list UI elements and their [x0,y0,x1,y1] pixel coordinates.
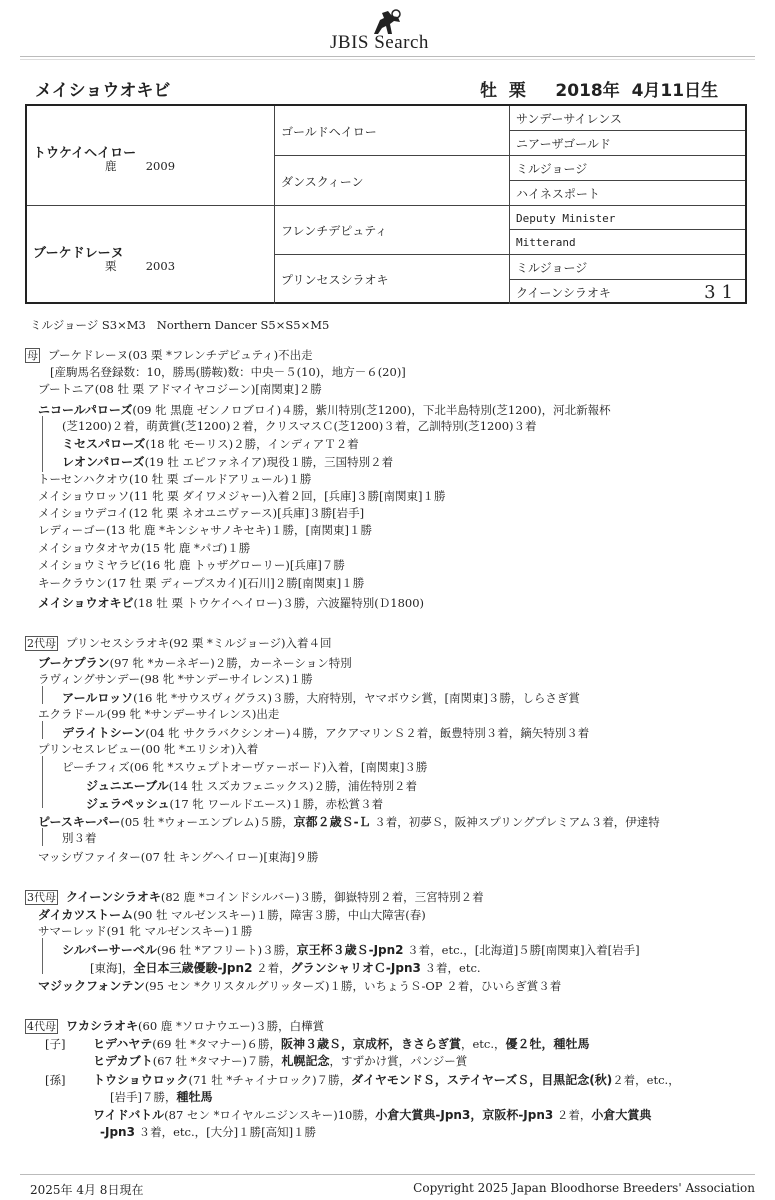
horse-sex-color-birth: 牡 栗 2018年 4月11日生 [480,81,719,101]
family-number: 31 [704,281,739,303]
horse-name: メイショウオキビ [35,81,171,101]
pedigree-g3-3[interactable]: ミルジョージ [509,155,745,181]
pedigree-g3-4[interactable]: ハイネスポート [509,180,745,206]
line-27: マッシヴファイター(07 牡 キングヘイロー)[東海]９勝 [38,850,319,864]
pedigree-g3-5[interactable]: Deputy Minister [509,205,745,230]
section-tag-dam: 母 [27,349,38,362]
line-1: [産駒馬名登録数：10，勝馬(勝鞍)数：中央－５(10)，地方－６(20)] [50,365,406,379]
sire-name[interactable]: トウケイヘイロー [33,146,137,161]
footer-copyright: Copyright 2025 Japan Bloodhorse Breeders' Association [413,1181,755,1195]
line-10: レディーゴー(13 牝 鹿 *キンシャサノキセキ)１勝，[南関東]１勝 [38,523,372,537]
pedigree-g3-2[interactable]: ニアーザゴールド [509,130,745,156]
pedigree-g3-6[interactable]: Mitterand [509,229,745,255]
line-19: エクラドール(99 牝 *サンデーサイレンス)出走 [38,707,280,721]
pedigree-g3-7[interactable]: ミルジョージ [509,254,745,280]
section-tag-great-granddam: 3代母 [27,891,56,904]
tree-bar [42,686,43,704]
line-26: 別３着 [62,831,97,845]
line-6: レオンパローズ(19 牡 エピファネイア)現役１勝，三国特別２着 [62,455,394,469]
pedigree-g2-4[interactable]: プリンセスシラオキ [274,254,510,304]
line-16: ブーケプラン(97 牝 *カーネギー)２勝，カーネーション特別 [38,656,352,670]
line-25: ピースキーパー(05 牡 *ウォーエンブレム)５勝，京都２歳Ｓ-Ｌ ３着，初夢Ｓ，阪神スプリングプレミアム３着，伊達特 [38,815,660,829]
pedigree-g2-2[interactable]: ダンスクィーン [274,155,510,206]
line-20: デライトシーン(04 牝 サクラバクシンオー)４勝，アクアマリンＳ２着，飯豊特別３着，鏑矢特別３着 [62,726,590,740]
dam-cell [27,205,274,304]
line-32: [東海]，全日本三歳優駿-Jpn2 ２着，グランシャリオＣ-Jpn3 ３着，etc. [90,961,481,975]
pedigree-g3-8-name[interactable]: クイーンシラオキ [516,285,611,300]
line-29: ダイカツストーム(90 牡 マルゼンスキー)１勝，障害３勝，中山大障害(春) [38,908,426,922]
line-35: [子] ヒデハヤテ(69 牡 *タマナー)６勝，阪神３歳Ｓ，京成杯，きさらぎ賞，etc.，優２牡，種牡馬 [45,1037,590,1051]
line-37: [孫] トウショウロック(71 牡 *チャイナロック)７勝，ダイヤモンドＳ，ステイヤーズＳ，目黒記念(秋)２着，etc.， [45,1073,680,1087]
line-3: ニコールパローズ(09 牝 黒鹿 ゼンノロブロイ)４勝，紫川特別(芝1200)，下北半島特別(芝1200)，河北新報杯 [38,403,611,417]
line-23: ジュニエーブル(14 牡 スズカフェニックス)２勝，浦佐特別２着 [86,779,417,793]
section-tag-4th-dam: 4代母 [27,1020,56,1033]
pedigree-g2-1[interactable]: ゴールドヘイロー [274,106,510,156]
sire-cell [27,106,274,206]
line-18: アールロッソ(16 牝 *サウスヴィグラス)３勝，大府特別，ヤマボウシ賞，[南関東]３勝，しらさぎ賞 [62,691,580,705]
line-15: 2代母 プリンセスシラオキ(92 栗 *ミルジョージ)入着４回 [27,636,332,650]
line-40: -Jpn3 ３着，etc.，[大分]１勝[高知]１勝 [100,1125,317,1139]
line-22: ピーチフィズ(06 牝 *スウェプトオーヴァーボード)入着，[南関東]３勝 [62,760,428,774]
line-36: ヒデカブト(67 牡 *タマナー)７勝，札幌記念，すずかけ賞，パンジー賞 [93,1054,468,1068]
tree-bar [42,721,43,739]
footer-divider [20,1174,755,1175]
tree-bar [42,938,43,974]
line-31: シルバーサーベル(96 牡 *アフリート)３勝，京王杯３歳Ｓ-Jpn2 ３着，etc.，[北海道]５勝[南関東]入着[岩手] [62,943,640,957]
header-divider-2 [20,59,755,60]
line-38: [岩手]７勝，種牡馬 [110,1090,213,1104]
inbreeding-note: ミルジョージ S3×M3 Northern Dancer S5×S5×M5 [30,318,330,332]
line-12: メイショウミヤラビ(16 牝 鹿 トゥザグローリー)[兵庫]７勝 [38,558,345,572]
line-7: トーセンハクオウ(10 牡 栗 ゴールドアリュール)１勝 [38,472,312,486]
tree-bar [42,416,43,472]
line-33: マジックフォンテン(95 セン *クリスタルグリッターズ)１勝，いちょうＳ-OP ２着，ひいらぎ賞３着 [38,979,562,993]
line-8: メイショウロッソ(11 牝 栗 ダイワメジャー)入着２回，[兵庫]３勝[南関東]１勝 [38,489,446,503]
line-0: 母 ブーケドレーヌ(03 栗 *フレンチデピュティ)不出走 [27,348,313,362]
line-39: ワイドバトル(87 セン *ロイヤルニジンスキー)10勝，小倉大賞典-Jpn3，京阪杯-Jpn3 ２着，小倉大賞典 [93,1108,652,1122]
line-4: (芝1200)２着，萌黄賞(芝1200)２着，クリスマスＣ(芝1200)３着，乙訓特別(芝1200)３着 [62,419,537,433]
tree-bar [42,756,43,808]
pedigree-g2-3[interactable]: フレンチデピュティ [274,205,510,255]
line-24: ジェラペッシュ(17 牝 ワールドエース)１勝，赤松賞３着 [86,797,384,811]
line-28: 3代母 クイーンシラオキ(82 鹿 *コインドシルバー)３勝，御嶽特別２着，三宮特別２着 [27,890,484,904]
line-5: ミセスパローズ(18 牝 モーリス)２勝，インディアＴ２着 [62,437,359,451]
line-11: メイショウタオヤカ(15 牝 鹿 *パゴ)１勝 [38,541,251,555]
line-30: サマーレッド(91 牝 マルゼンスキー)１勝 [38,924,253,938]
sire-color-year: 鹿 2009 [105,159,176,173]
line-21: プリンセスレビュー(00 牝 *エリシオ)入着 [38,742,259,756]
line-9: メイショウデコイ(12 牝 栗 ネオユニヴァース)[兵庫]３勝[岩手] [38,506,365,520]
section-tag-granddam: 2代母 [27,637,56,650]
logo-text: JBIS Search [330,32,429,53]
line-17: ラヴィングサンデー(98 牝 *サンデーサイレンス)１勝 [38,672,313,686]
line-14: メイショウオキビ(18 牡 栗 トウケイヘイロー)３勝，六波羅特別(Ｄ1800) [38,596,425,610]
header-divider [20,56,755,57]
jbis-logo[interactable] [300,6,475,54]
line-2: ブートニア(08 牡 栗 アドマイヤコジーン)[南関東]２勝 [38,382,322,396]
line-34: 4代母 ワカシラオキ(60 鹿 *ソロナウエー)３勝，白樺賞 [27,1019,325,1033]
line-13: キークラウン(17 牡 栗 ディープスカイ)[石川]２勝[南関東]１勝 [38,576,365,590]
pedigree-g3-8 [509,279,745,304]
pedigree-table [25,104,747,304]
tree-bar [42,828,43,846]
dam-name[interactable]: ブーケドレーヌ [33,246,124,261]
dam-color-year: 栗 2003 [105,259,176,273]
pedigree-g3-1[interactable]: サンデーサイレンス [509,106,745,131]
footer-date: 2025年 4月 8日現在 [30,1183,144,1197]
